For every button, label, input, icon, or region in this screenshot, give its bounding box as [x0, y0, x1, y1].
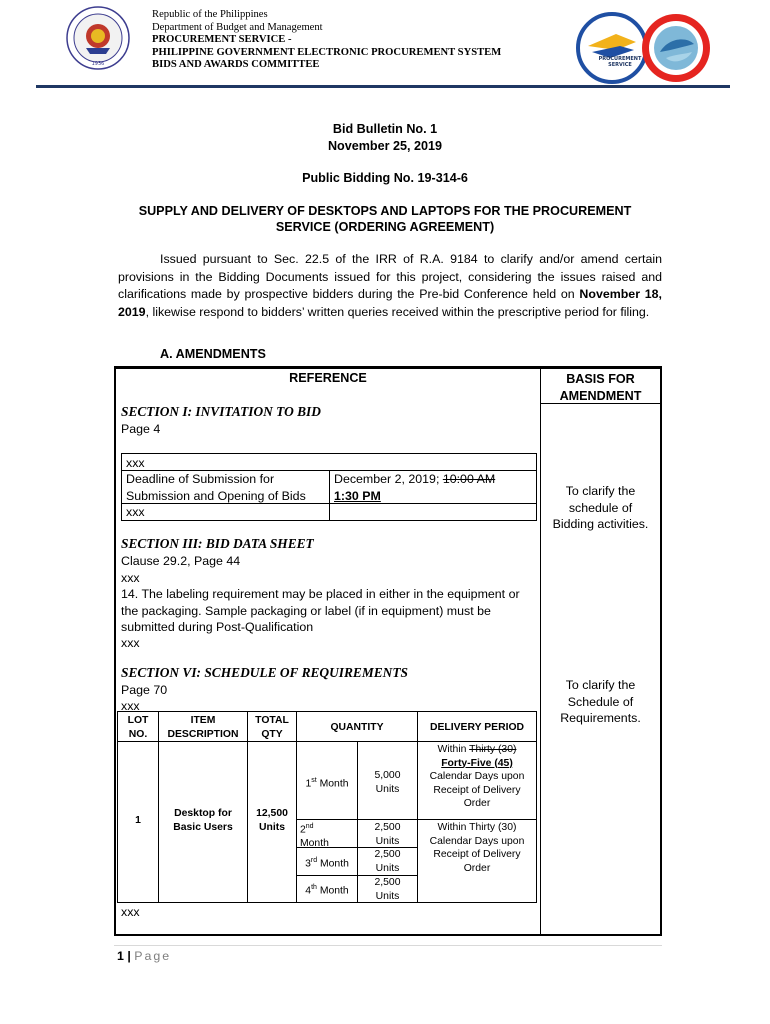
deadline-xxx-top: xxx	[126, 456, 145, 470]
section-3-title: SECTION III: BID DATA SHEET	[121, 536, 314, 551]
basis-header-line-1: BASIS FOR	[566, 372, 635, 386]
section-6-xxx-bottom: xxx	[121, 905, 140, 919]
reference-header: REFERENCE	[289, 371, 367, 385]
month-qty-1	[358, 769, 417, 796]
section-a-heading: A. AMENDMENTS	[160, 347, 266, 361]
month-3-number: 3	[305, 858, 311, 870]
deadline-label	[126, 471, 306, 504]
month-4-word: Month	[319, 885, 349, 897]
deadline-new-time: 1:30 PM	[334, 488, 381, 503]
deadline-label-line-2: Submission and Opening of Bids	[126, 488, 306, 503]
intro-text: Issued pursuant to Sec. 22.5 of the IRR of R.A. 9184 to clarify and/or amend certain provisions in the Bidding Documents issued for this project, considering the issues raised and clarifications made by prospective bidders during the Pre-bid Conference held on	[118, 252, 662, 301]
month-2-qty: 2,500	[374, 822, 401, 833]
header-lot	[118, 714, 158, 741]
month-label-1	[297, 774, 357, 791]
item-description-line-2: Basic Users	[173, 821, 233, 833]
basis-6-line-2: Schedule of	[567, 694, 634, 709]
month-qty-3	[358, 848, 417, 875]
letterhead-line-2: Department of Budget and Management	[152, 21, 323, 33]
basis-1-line-2: schedule of	[568, 500, 633, 515]
header-item	[159, 714, 247, 741]
bulletin-number: Bid Bulletin No. 1	[332, 122, 438, 136]
deadline-value	[334, 471, 495, 504]
header-total-line-2: QTY	[261, 728, 283, 740]
basis-note-section-1	[541, 483, 660, 533]
month-1-unit: Units	[375, 783, 400, 795]
section-3-text: 14. The labeling requirement may be placed in either in the equipment or the packaging. Sample packaging or label (if in equipment) must be submitted during Post-Qualification	[121, 587, 520, 634]
month-4-qty: 2,500	[374, 877, 401, 888]
header-item-line-2: DESCRIPTION	[167, 728, 239, 740]
section-1-title: SECTION I: INVITATION TO BID	[121, 404, 321, 419]
ps-philgeps-logos	[576, 12, 716, 84]
total-qty-value: 12,500	[256, 808, 288, 819]
header-lot-line-1: LOT	[127, 715, 149, 726]
delivery-period-first	[418, 743, 536, 811]
month-qty-4	[358, 876, 417, 903]
basis-1-line-1: To clarify the	[565, 484, 636, 498]
header-item-line-1: ITEM	[190, 715, 216, 726]
section-6-xxx-top: xxx	[121, 699, 140, 713]
month-4-unit: Units	[375, 890, 400, 902]
letterhead-line-5: BIDS AND AWARDS COMMITTEE	[152, 59, 320, 71]
delivery-first-line-4: Receipt of Delivery	[433, 784, 521, 796]
letterhead-line-3: PROCUREMENT SERVICE -	[152, 34, 292, 46]
basis-1-line-3: Bidding activities.	[552, 517, 649, 531]
bulletin-date: November 25, 2019	[327, 139, 443, 153]
delivery-rest-line-4: Order	[463, 862, 491, 874]
delivery-period-rest	[418, 821, 536, 875]
section-6-title: SECTION VI: SCHEDULE OF REQUIREMENTS	[121, 665, 408, 680]
month-3-qty: 2,500	[374, 849, 401, 860]
footer-divider	[114, 945, 662, 946]
month-2-number: 2	[300, 824, 306, 836]
month-3-unit: Units	[375, 862, 400, 874]
month-2-word: Month	[300, 837, 329, 849]
item-description-line-1: Desktop for	[174, 808, 232, 819]
ps-logo-text: PROCUREMENT	[598, 56, 642, 62]
delivery-first-line-3: Calendar Days upon	[429, 771, 525, 782]
month-1-suffix: st	[311, 777, 317, 784]
delivery-first-line-5: Order	[463, 798, 491, 809]
section-3-xxx-top: xxx	[121, 571, 140, 585]
delivery-rest-line-1: Within Thirty (30)	[437, 822, 517, 833]
section-1-page: Page 4	[121, 422, 161, 436]
month-2-unit: Units	[375, 835, 400, 847]
month-3-word: Month	[320, 858, 349, 870]
seal-year-text: 1936	[91, 61, 105, 67]
month-3-suffix: rd	[310, 857, 318, 864]
table-column-divider	[540, 368, 541, 934]
basis-6-line-3: Requirements.	[560, 711, 641, 725]
public-bidding-number: Public Bidding No. 19-314-6	[302, 171, 468, 185]
month-2-suffix: nd	[305, 823, 314, 830]
item-description	[159, 807, 247, 834]
month-label-2	[300, 820, 356, 850]
ps-logo-text-2: SERVICE	[608, 62, 632, 68]
section-3-clause: Clause 29.2, Page 44	[121, 554, 241, 568]
page-number: 1	[117, 949, 124, 963]
lot-number: 1	[135, 815, 141, 826]
basis-note-section-6	[541, 677, 660, 727]
pre-bid-date: November 18, 2019	[118, 287, 662, 319]
month-qty-2	[358, 821, 417, 848]
deadline-old-time: 10:00 AM	[442, 472, 496, 486]
basis-header-line-2: AMENDMENT	[559, 389, 642, 403]
total-qty-unit: Units	[259, 821, 285, 833]
letterhead-line-4: PHILIPPINE GOVERNMENT ELECTRONIC PROCUREMENT SYSTEM	[152, 46, 502, 58]
section-3-xxx-bottom: xxx	[121, 636, 140, 650]
delivery-rest-line-3: Receipt of Delivery	[433, 849, 521, 860]
intro-text-end: , likewise respond to bidders’ written queries received within the prescriptive period for filing.	[145, 304, 650, 319]
deadline-xxx-bottom: xxx	[126, 505, 145, 519]
letterhead-divider	[36, 85, 730, 88]
basis-header	[541, 371, 660, 405]
project-title-line-1: SUPPLY AND DELIVERY OF DESKTOPS AND LAPTOPS FOR THE PROCUREMENT	[138, 204, 632, 218]
deadline-date: December 2, 2019;	[334, 472, 443, 486]
deadline-label-line-1: Deadline of Submission for	[126, 472, 275, 486]
intro-paragraph	[118, 251, 662, 321]
page-word: Page	[134, 949, 172, 963]
month-4-number: 4	[305, 885, 312, 897]
schedule-table	[117, 711, 537, 903]
table-inner-top-line	[116, 368, 660, 369]
header-total-line-1: TOTAL	[255, 715, 289, 726]
delivery-rest-line-2: Calendar Days upon	[429, 835, 525, 847]
header-quantity: QUANTITY	[330, 722, 384, 733]
header-total	[248, 714, 296, 741]
delivery-new-period: Forty-Five (45)	[441, 757, 513, 769]
basis-6-line-1: To clarify the	[565, 678, 636, 692]
delivery-old-period: Thirty (30)	[469, 744, 517, 755]
letterhead-line-1: Republic of the Philippines	[152, 9, 268, 20]
section-6-page: Page 70	[121, 683, 168, 697]
letterhead-text	[152, 9, 501, 72]
month-1-qty: 5,000	[374, 770, 401, 781]
header-delivery: DELIVERY PERIOD	[429, 722, 525, 733]
project-title-line-2: SERVICE (ORDERING AGREEMENT)	[275, 220, 495, 234]
total-qty	[248, 807, 296, 834]
month-label-4	[297, 881, 357, 898]
deadline-table	[121, 453, 537, 521]
header-lot-line-2: NO.	[128, 728, 148, 740]
page-separator: |	[123, 949, 135, 963]
month-label-3	[297, 854, 357, 871]
delivery-within: Within	[437, 744, 470, 755]
month-1-word: Month	[319, 778, 349, 790]
month-1-number: 1	[305, 778, 312, 790]
dbm-seal-logo	[66, 6, 130, 70]
page-footer	[117, 949, 171, 963]
month-4-suffix: th	[311, 884, 317, 891]
